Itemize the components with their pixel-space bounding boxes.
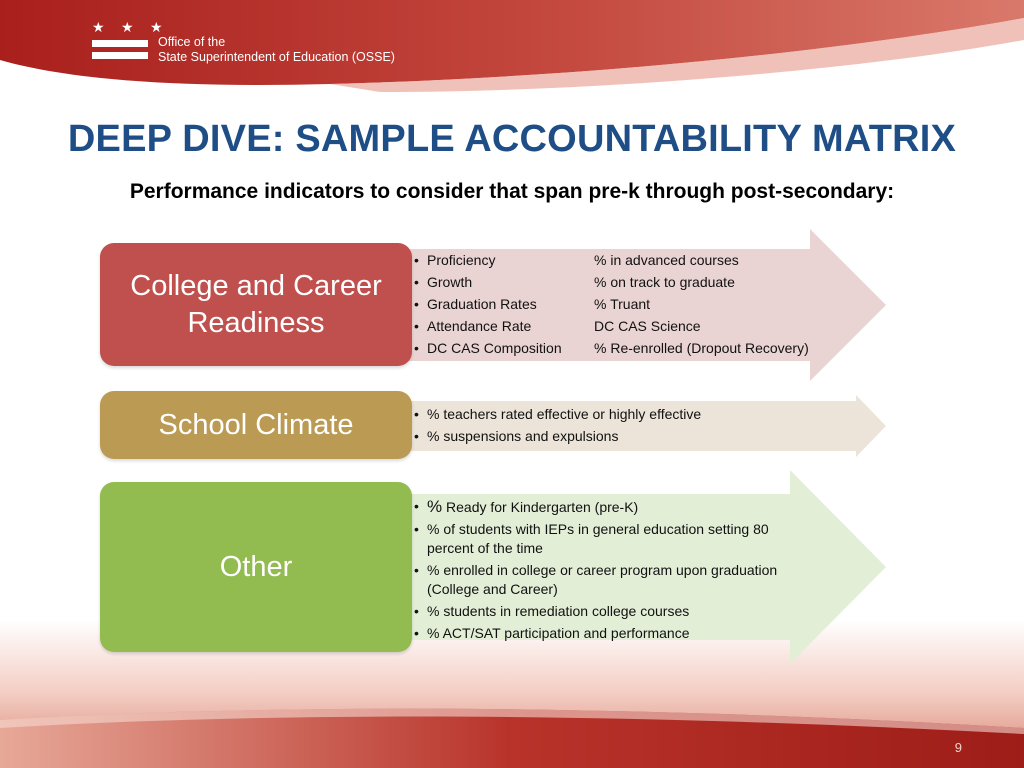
list-item: % Truant — [594, 296, 651, 312]
list-item: % in advanced courses — [594, 252, 739, 268]
page-number: 9 — [954, 740, 962, 755]
other-indicators — [414, 497, 814, 646]
other-box — [100, 482, 412, 652]
college-career-indicators — [414, 249, 844, 361]
list-item: % on track to graduate — [594, 274, 735, 290]
list-item: • % enrolled in college or career program upon graduation (College and Career) — [414, 561, 814, 599]
flag-bar-top — [92, 40, 148, 47]
list-item: • % students in remediation college courses — [414, 602, 814, 621]
list-item: • Attendance Rate — [414, 315, 589, 337]
list-item: • DC CAS Composition — [414, 337, 589, 359]
school-climate-indicators — [414, 403, 844, 447]
school-climate-label: School Climate — [158, 408, 354, 441]
list-item: • Growth — [414, 271, 589, 293]
list-item: • % Ready for Kindergarten (pre-K) — [414, 497, 814, 517]
list-item: • % suspensions and expulsions — [414, 425, 844, 447]
school-climate-box — [100, 391, 412, 459]
other-label: Other — [219, 550, 293, 583]
osse-logo — [92, 20, 395, 70]
list-item: % Re-enrolled (Dropout Recovery) — [594, 340, 809, 356]
indicator-column-1 — [414, 249, 589, 359]
page-title: DEEP DIVE: SAMPLE ACCOUNTABILITY MATRIX — [67, 118, 957, 160]
college-career-box — [100, 243, 412, 366]
indicator-column-2 — [594, 249, 844, 359]
list-item: • Graduation Rates — [414, 293, 589, 315]
percent-symbol: % — [427, 497, 443, 516]
page-subtitle: Performance indicators to consider that span pre-k through post-secondary: — [129, 180, 895, 203]
list-item: DC CAS Science — [594, 318, 701, 334]
list-item: • % teachers rated effective or highly effective — [414, 403, 844, 425]
stars-icon: ★ ★ ★ — [92, 20, 169, 36]
list-item: • % of students with IEPs in general education setting 80 percent of the time — [414, 520, 814, 558]
list-item: • Proficiency — [414, 249, 589, 271]
college-career-label: College and Career Readiness — [130, 269, 382, 339]
flag-bar-bottom — [92, 52, 148, 59]
list-item: • % ACT/SAT participation and performance — [414, 624, 814, 643]
org-name: Office of the State Superintendent of Education (OSSE) — [158, 35, 395, 64]
